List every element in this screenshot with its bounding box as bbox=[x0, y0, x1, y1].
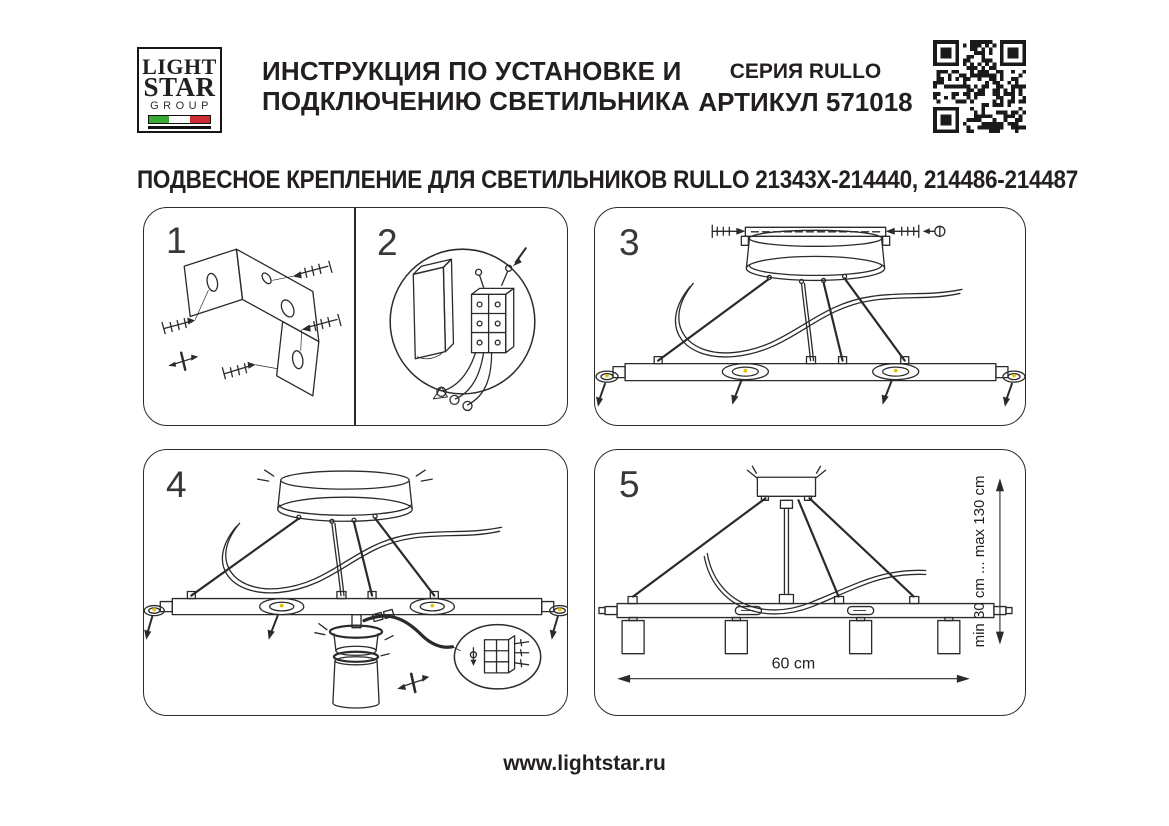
title-line-1: ИНСТРУКЦИЯ ПО УСТАНОВКЕ И bbox=[262, 56, 682, 86]
shade-mounting-and-wiring-diagram bbox=[144, 450, 567, 715]
logo-word-star: STAR bbox=[143, 72, 216, 102]
series-block bbox=[688, 60, 923, 118]
canopy-suspension-to-bar-diagram bbox=[595, 208, 1025, 425]
flag-underline bbox=[148, 126, 211, 129]
assembled-fixture-dimensions-diagram bbox=[595, 450, 1025, 715]
title-line-2: ПОДКЛЮЧЕНИЮ СВЕТИЛЬНИКА bbox=[262, 86, 690, 116]
height-dimension-label: min 30 cm ... max 130 cm bbox=[970, 475, 988, 648]
step-box-1-2 bbox=[143, 207, 568, 426]
subtitle: ПОДВЕСНОЕ КРЕПЛЕНИЕ ДЛЯ СВЕТИЛЬНИКОВ RULLO 21343X-214440, 214486-214487 bbox=[137, 166, 1078, 194]
logo-word-group: GROUP bbox=[150, 100, 213, 112]
logo-word-light: LIGHT bbox=[142, 54, 217, 79]
italian-flag-icon bbox=[148, 115, 211, 124]
step-number-1: 1 bbox=[166, 220, 187, 261]
qr-code bbox=[933, 40, 1026, 133]
step-number-3: 3 bbox=[619, 222, 640, 263]
website-url: www.lightstar.ru bbox=[503, 752, 666, 775]
step-box-4 bbox=[143, 449, 568, 716]
lightstar-logo bbox=[137, 47, 222, 133]
step-number-5: 5 bbox=[619, 464, 640, 505]
wire-terminal-connection-diagram bbox=[144, 208, 567, 425]
step-number-2: 2 bbox=[377, 222, 398, 263]
width-dimension-label: 60 cm bbox=[771, 654, 816, 673]
step-number-4: 4 bbox=[166, 464, 187, 505]
series-label: СЕРИЯ RULLO bbox=[729, 60, 882, 83]
step-box-5 bbox=[594, 449, 1026, 716]
step-box-3 bbox=[594, 207, 1026, 426]
page-title bbox=[262, 56, 690, 116]
article-label: АРТИКУЛ 571018 bbox=[698, 87, 913, 117]
